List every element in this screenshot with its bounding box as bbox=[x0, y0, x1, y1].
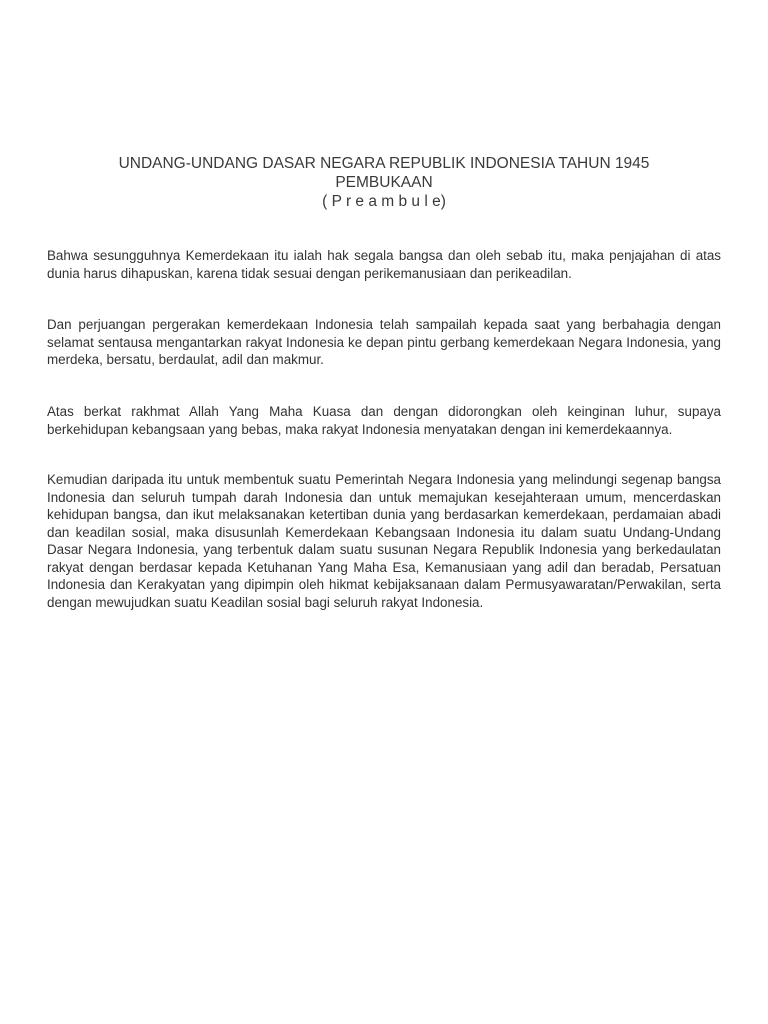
paragraph-2: Dan perjuangan pergerakan kemerdekaan Indonesia telah sampailah kepada saat yang berbahagia dengan selamat sentausa mengantarkan rakyat Indonesia ke depan pintu gerbang kemerdekaan Negara Indonesia, yang merdeka, bersatu, berdaulat, adil dan makmur. bbox=[47, 317, 721, 367]
paragraph-3: Atas berkat rakhmat Allah Yang Maha Kuasa dan dengan didorongkan oleh keinginan luhur, supaya berkehidupan kebangsaan yang bebas, maka rakyat Indonesia menyatakan dengan ini kemerdekaannya. bbox=[47, 404, 721, 437]
section-subtitle: ( P r e a m b u l e) bbox=[322, 193, 446, 210]
document-title: UNDANG-UNDANG DASAR NEGARA REPUBLIK INDONESIA TAHUN 1945 bbox=[118, 155, 650, 172]
document-header bbox=[0, 154, 768, 211]
section-title: PEMBUKAAN bbox=[335, 174, 433, 191]
paragraph-1: Bahwa sesungguhnya Kemerdekaan itu ialah hak segala bangsa dan oleh sebab itu, maka penjajahan di atas dunia harus dihapuskan, karena tidak sesuai dengan perikemanusiaan dan perikeadilan. bbox=[47, 248, 721, 281]
paragraph-4: Kemudian daripada itu untuk membentuk suatu Pemerintah Negara Indonesia yang melindungi segenap bangsa Indonesia dan seluruh tumpah darah Indonesia dan untuk memajukan kesejahteraan umum, mencerdaskan kehidupan bangsa, dan ikut melaksanakan ketertiban dunia yang berdasarkan kemerdekaan, perdamaian abadi dan keadilan sosial, maka disusunlah Kemerdekaan Kebangsaan Indonesia itu dalam suatu Undang-Undang Dasar Negara Indonesia, yang terbentuk dalam suatu susunan Negara Republik Indonesia yang berkedaulatan rakyat dengan berdasar kepada Ketuhanan Yang Maha Esa, Kemanusiaan yang adil dan beradab, Persatuan Indonesia dan Kerakyatan yang dipimpin oleh hikmat kebijaksanaan dalam Permusyawaratan/Perwakilan, serta dengan mewujudkan suatu Keadilan sosial bagi seluruh rakyat Indonesia. bbox=[47, 472, 721, 610]
